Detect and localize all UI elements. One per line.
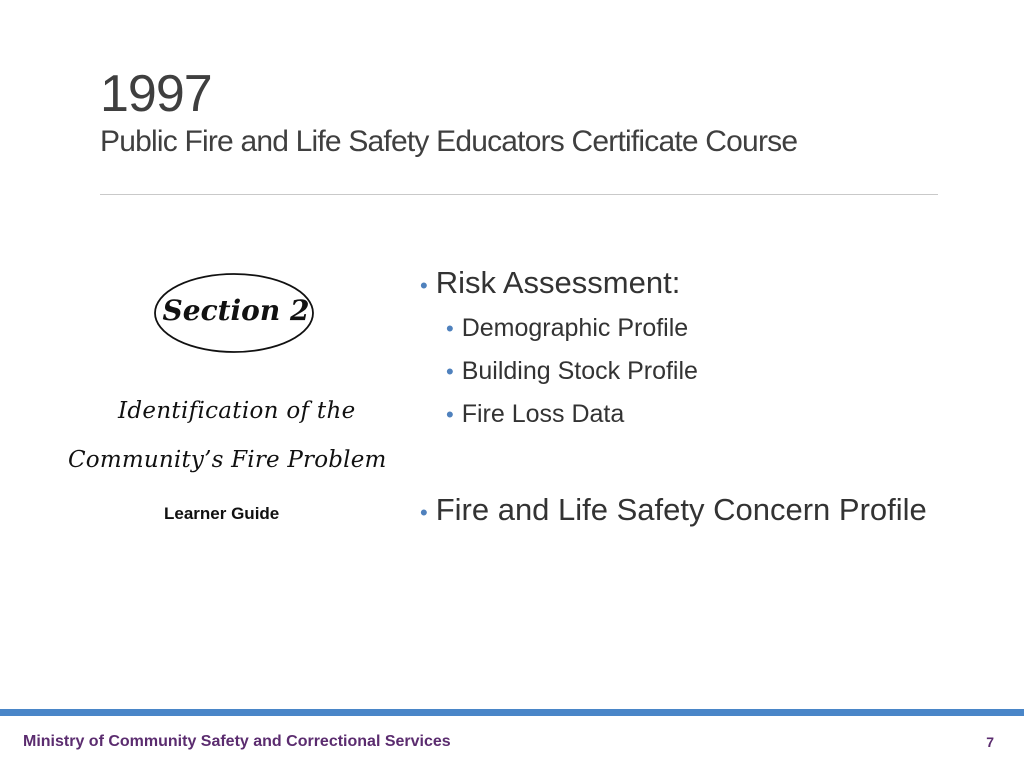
bullet-demographic-profile — [446, 307, 1010, 350]
bullet-icon: • — [420, 273, 428, 298]
bullet-text: Fire and Life Safety Concern Profile — [435, 492, 927, 527]
bullet-icon: • — [446, 359, 454, 384]
learner-guide-image — [60, 265, 405, 535]
bullet-list — [420, 262, 1010, 534]
guide-title-line-1: Identification of the — [118, 398, 356, 424]
footer-accent-bar — [0, 709, 1024, 716]
page-number: 7 — [986, 734, 994, 750]
slide-title-year: 1997 — [100, 65, 212, 123]
bullet-concern-profile — [420, 489, 1010, 534]
title-block — [100, 62, 960, 160]
bullet-fire-loss-data — [446, 393, 1010, 436]
slide-title-subtitle: Public Fire and Life Safety Educators Certificate Course — [100, 125, 798, 158]
bullet-risk-assessment — [420, 262, 1010, 307]
bullet-text: Demographic Profile — [461, 314, 689, 342]
bullet-icon: • — [446, 402, 454, 427]
title-divider — [100, 194, 938, 195]
bullet-building-stock-profile — [446, 350, 1010, 393]
guide-title-line-2: Community’s Fire Problem — [68, 447, 387, 473]
bullet-text: Risk Assessment: — [435, 265, 681, 300]
footer-organization: Ministry of Community Safety and Correctional Services — [23, 733, 451, 750]
learner-guide-caption: Learner Guide — [164, 504, 280, 523]
bullet-spacer — [420, 436, 1010, 489]
bullet-icon: • — [446, 316, 454, 341]
bullet-text: Building Stock Profile — [461, 357, 698, 385]
section-label: Section 2 — [162, 294, 310, 327]
bullet-text: Fire Loss Data — [461, 400, 625, 428]
bullet-icon: • — [420, 500, 428, 525]
